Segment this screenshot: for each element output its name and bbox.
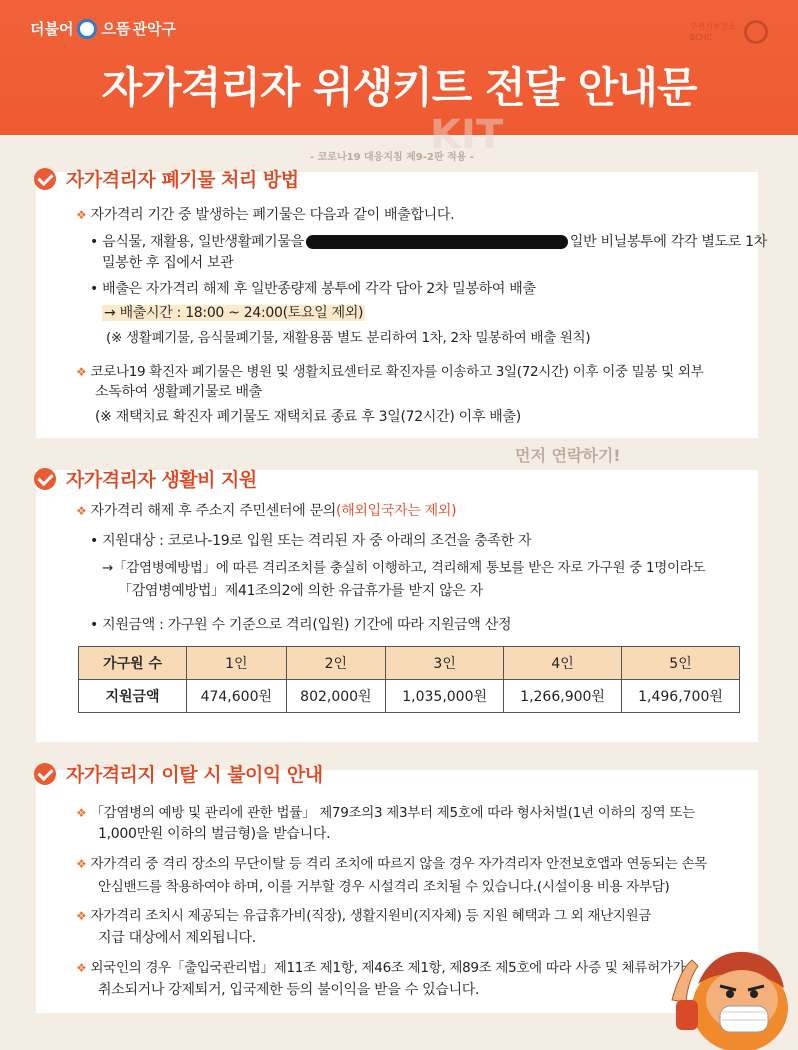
section3-heading [34,760,323,787]
table-header-cell: 3인 [386,647,504,680]
diamond-icon: ❖ [76,857,87,871]
diamond-icon: ❖ [76,208,87,222]
table-row [79,680,740,713]
health-center-seal [690,20,768,44]
seal-text-1: 부천시보건소 [689,22,736,31]
seal-circle-icon [744,20,768,44]
s3-line5: ❖ 자가격리 조치시 제공되는 유급휴가비(직장), 생활지원비(지자체) 등 지원 혜택과 그 외 재난지원금 [76,908,652,924]
table-header-cell: 1인 [187,647,287,680]
table-cell: 1,496,700원 [622,680,740,713]
s1-line8: 소독하여 생활폐기물로 배출 [95,384,262,400]
page-title: 자가격리자 위생키트 전달 안내문 [101,63,697,112]
s1-line2: • 음식물, 재활용, 일반생활폐기물을 일반 비닐봉투에 각각 별도로 1차 [90,234,767,250]
s1-line9: (※ 재택치료 확진자 폐기물도 재택치료 종료 후 3일(72시간) 이후 배출) [95,409,521,425]
table-cell: 474,600원 [187,680,287,713]
s2-line3: →「감염병예방법」에 따른 격리조치를 충실히 이행하고, 격리해제 통보를 받은 자로 가구원 중 1명이라도 [102,560,706,576]
s2-line2: • 지원대상 : 코로나-19로 입원 또는 격리된 자 중 아래의 조건을 충족한 자 [90,533,532,549]
s3-line2: 1,000만원 이하의 벌금형)을 받습니다. [98,826,331,842]
table-header-cell: 2인 [286,647,386,680]
s1-line4: • 배출은 자가격리 해제 후 일반종량제 봉투에 각각 담아 2차 밀봉하여 배출 [90,281,536,297]
section3-title: 자가격리지 이탈 시 불이익 안내 [66,764,323,786]
s1-line1: ❖ 자가격리 기간 중 발생하는 폐기물은 다음과 같이 배출합니다. [76,207,455,223]
s1-line7: ❖ 코로나19 확진자 폐기물은 병원 및 생활치료센터로 확진자를 이송하고 3일(72시간) 이후 이중 밀봉 및 외부 [76,364,704,380]
s3-line3: ❖ 자가격리 중 격리 장소의 무단이탈 등 격리 조치에 따르지 않을 경우 자가격리자 안전보호앱과 연동되는 손목 [76,856,707,872]
check-circle-icon [34,468,56,490]
diamond-icon: ❖ [76,365,87,379]
logo-text-c: 관악구 [132,20,176,38]
seal-text-2: BCHC [689,33,713,42]
header-banner [0,0,798,135]
logo-circle-icon [77,19,97,39]
mascot-character-icon [662,930,798,1050]
table-header-household: 가구원 수 [79,647,187,680]
support-amount-table [78,646,740,713]
s2-line4: 「감염병예방법」제41조의2에 의한 유급휴가를 받지 않은 자 [118,583,483,599]
s3-line1: ❖ 「감염병의 예방 및 관리에 관한 법률」 제79조의3 제3부터 제5호에 따라 형사처벌(1년 이하의 징역 또는 [76,805,695,821]
s2-line1: ❖ 자가격리 해제 후 주소지 주민센터에 문의(해외입국자는 제외) [76,503,457,519]
diamond-icon: ❖ [76,961,87,975]
s3-line6: 지급 대상에서 제외됩니다. [98,930,256,946]
check-circle-icon [34,763,56,785]
table-label-amount: 지원금액 [79,680,187,713]
ghost-big-text: KIT [430,112,504,158]
s3-line4: 안심밴드를 착용하여야 하며, 이를 거부할 경우 시설격리 조치될 수 있습니다.(시설이용 비용 자부담) [98,879,670,895]
section2-title: 자가격리자 생활비 지원 [66,469,257,491]
table-header-cell: 5인 [622,647,740,680]
ghost-small-text: - 코로나19 대응지침 제9-2판 적용 - [310,152,474,163]
logo-text-b: 으뜸 [101,20,131,38]
diamond-icon: ❖ [76,504,87,518]
logo-text-a: 더불어 [30,20,74,38]
table-row [79,647,740,680]
table-cell: 1,266,900원 [504,680,622,713]
s3-line7: ❖ 외국인의 경우「출입국관리법」제11조 제1항, 제46조 제1항, 제89조 제5호에 따라 사증 및 체류허가가 [76,960,686,976]
diamond-icon: ❖ [76,909,87,923]
redaction-mark [306,235,568,249]
s1-line6: (※ 생활폐기물, 음식물폐기물, 재활용품 별도 분리하여 1차, 2차 밀봉하여 배출 원칙) [106,330,591,346]
s1-line5: → 배출시간 : 18:00 ~ 24:00(토요일 제외) [104,305,364,321]
check-circle-icon [34,168,56,190]
table-cell: 1,035,000원 [386,680,504,713]
table-cell: 802,000원 [286,680,386,713]
table-header-cell: 4인 [504,647,622,680]
section1-heading [34,165,299,192]
district-logo [30,18,176,39]
s1-line3: 밀봉한 후 집에서 보관 [102,255,234,271]
s3-line8: 취소되거나 강제퇴거, 입국제한 등의 불이익을 받을 수 있습니다. [98,982,480,998]
section2-heading [34,465,257,492]
diamond-icon: ❖ [76,806,87,820]
section1-title: 자가격리자 폐기물 처리 방법 [66,169,299,191]
ghost-mid-text: 먼저 연락하기! [515,446,621,465]
s2-line5: • 지원금액 : 가구원 수 기준으로 격리(입원) 기간에 따라 지원금액 산정 [90,617,512,633]
